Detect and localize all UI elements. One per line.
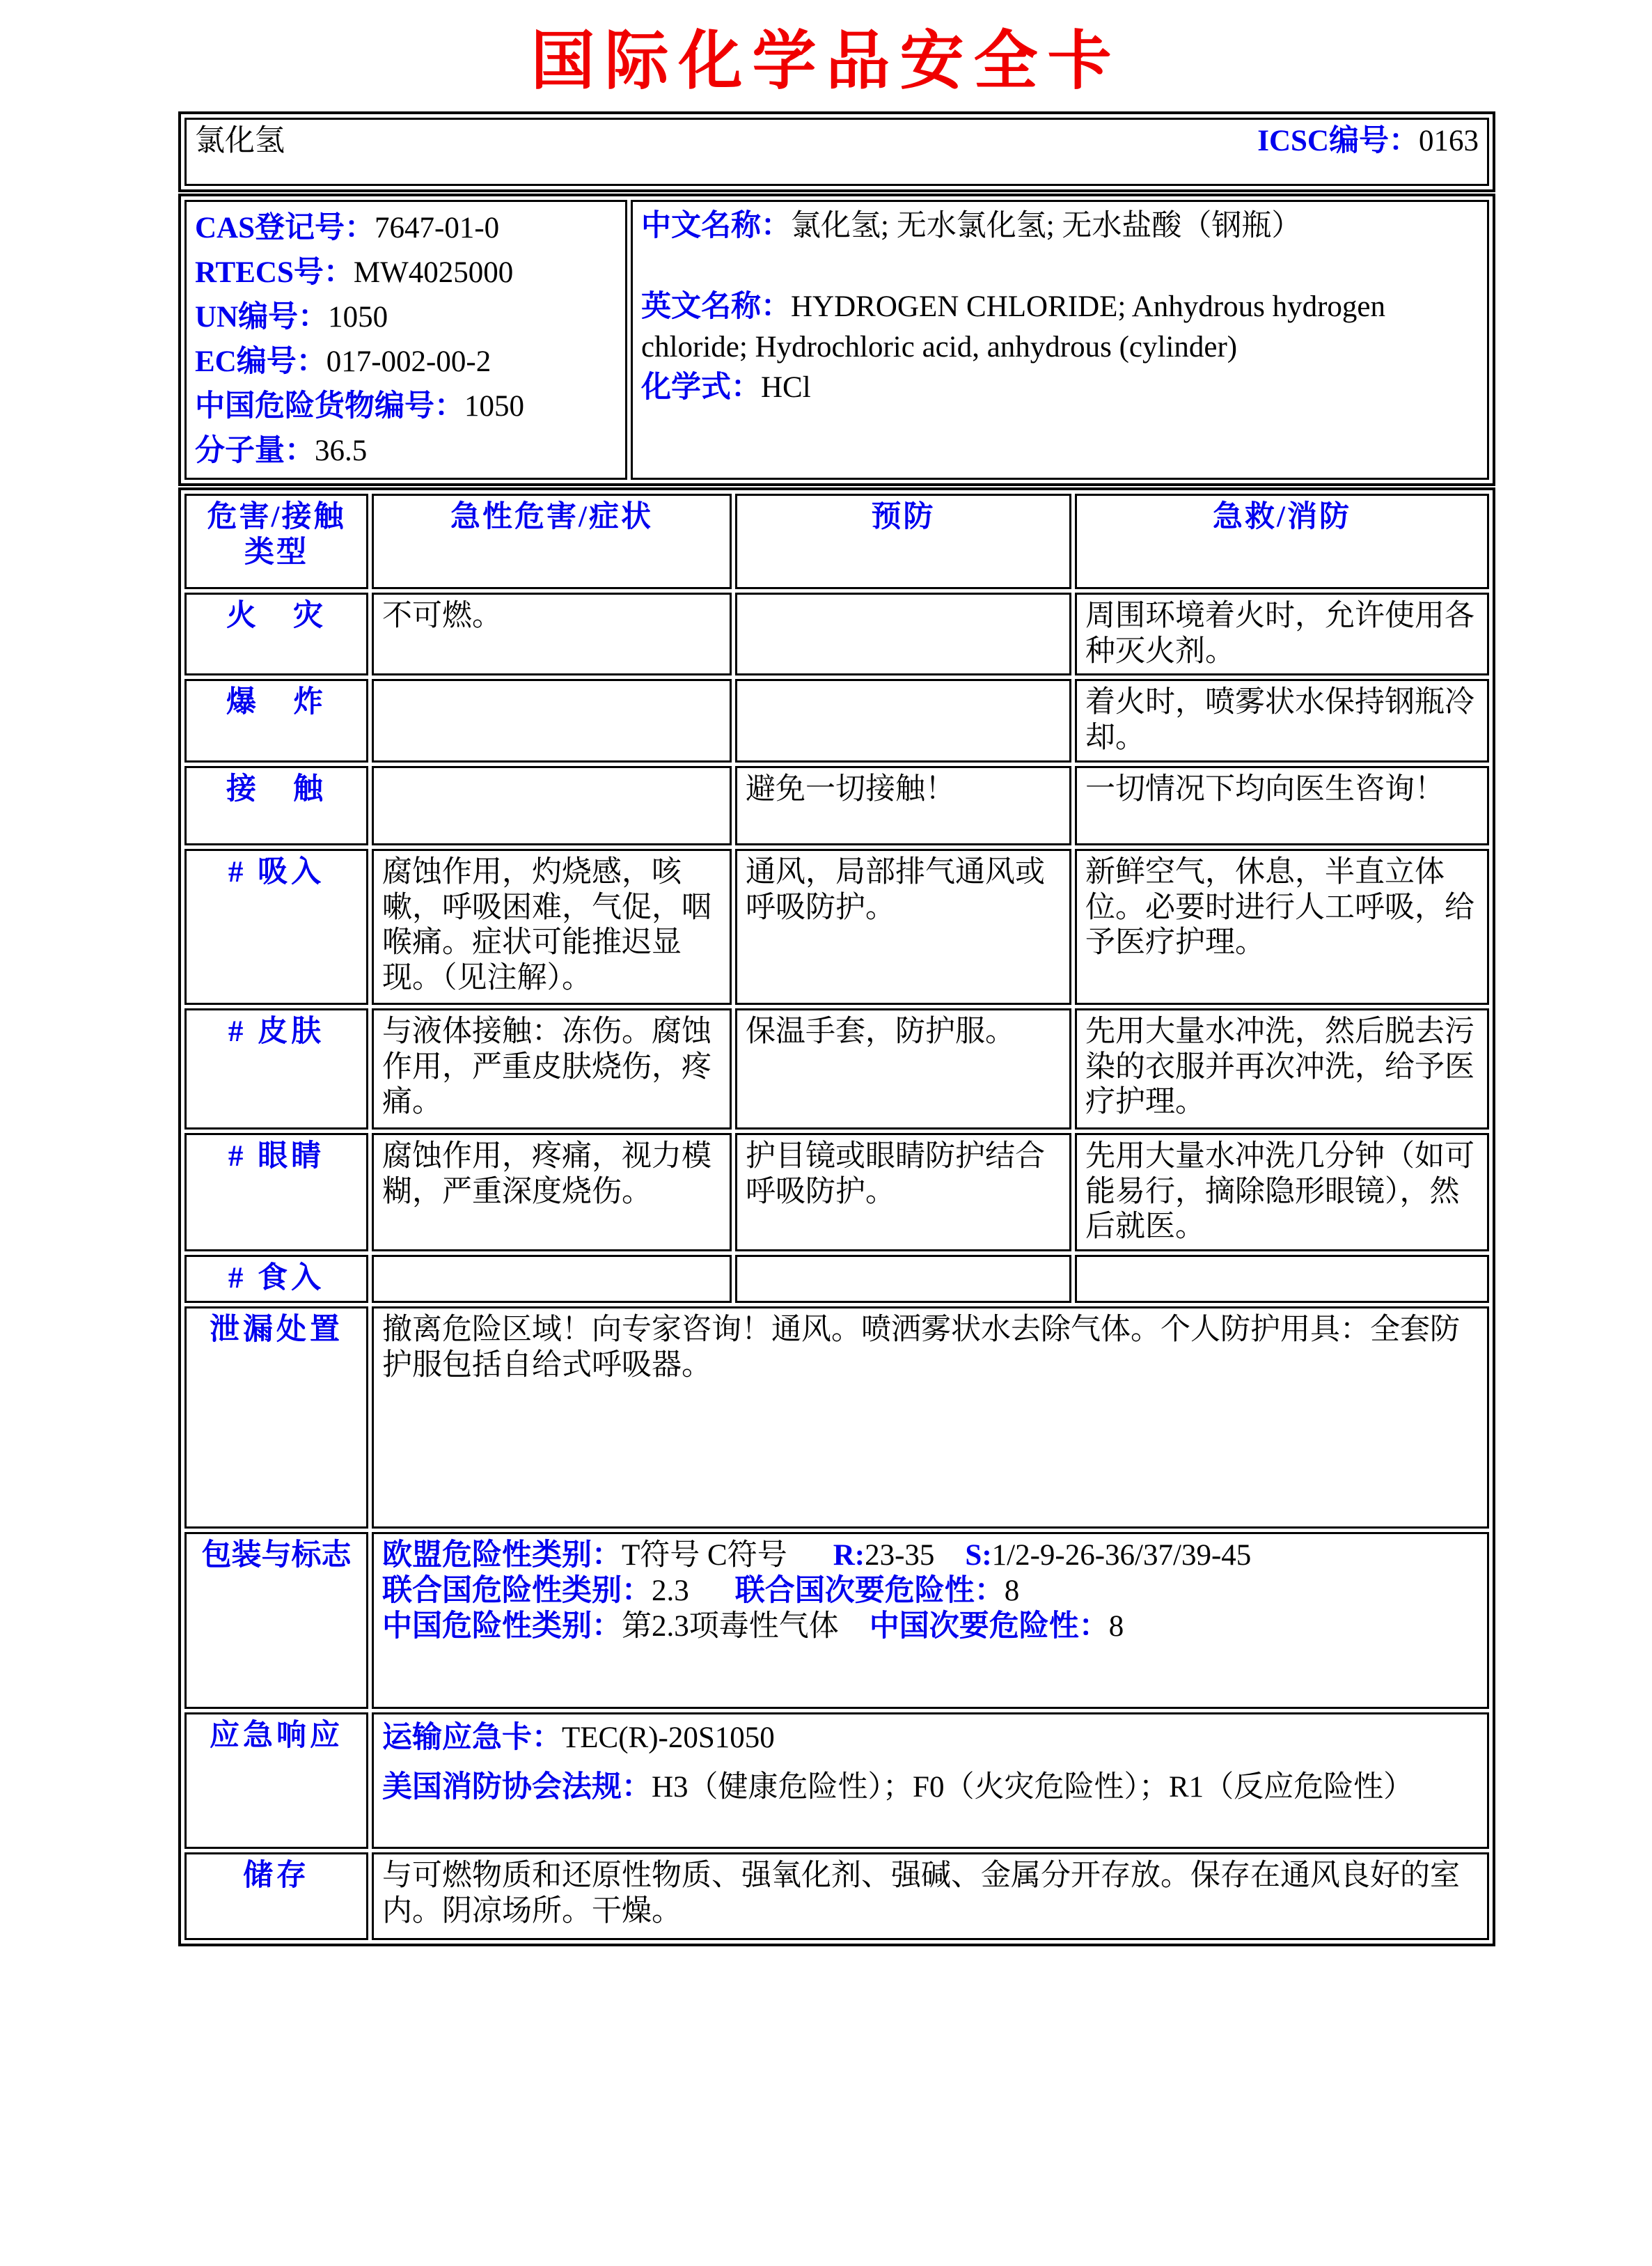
row-label-packaging: 包装与标志 <box>184 1532 368 1709</box>
row-label-ingestion: # 食入 <box>184 1255 368 1303</box>
en-name-value: HYDROGEN CHLORIDE; Anhydrous hydrogen chloride; Hydrochloric acid, anhydrous (cylinder) <box>641 290 1385 364</box>
chemical-name: 氯化氢 <box>195 125 285 157</box>
cell-contact-symptoms <box>372 766 732 845</box>
emergency-nfpa-line <box>382 1768 1479 1808</box>
id-line-ec <box>195 340 617 384</box>
rtecs-label: RTECS号： <box>195 256 354 289</box>
col-header-firstaid: 急救/消防 <box>1075 494 1489 589</box>
eu-class-value: T符号 C符号 <box>622 1539 787 1572</box>
hazard-row-fire <box>184 593 1489 675</box>
row-label-eyes: # 眼睛 <box>184 1133 368 1251</box>
un-sub-value: 8 <box>1004 1574 1020 1607</box>
cell-ingestion-symptoms <box>372 1255 732 1303</box>
hazard-row-explosion <box>184 679 1489 762</box>
cas-value: 7647-01-0 <box>375 212 500 244</box>
row-label-explosion: 爆 炸 <box>184 679 368 762</box>
row-label-storage: 储存 <box>184 1852 368 1940</box>
molweight-value: 36.5 <box>315 435 368 467</box>
hazard-row-ingestion <box>184 1255 1489 1303</box>
cell-ingestion-prevention <box>735 1255 1071 1303</box>
ec-value: 017-002-00-2 <box>326 345 491 378</box>
cell-contact-firstaid: 一切情况下均向医生咨询！ <box>1075 766 1489 845</box>
cell-skin-symptoms: 与液体接触：冻伤。腐蚀作用，严重皮肤烧伤，疼痛。 <box>372 1008 732 1130</box>
en-name-label: 英文名称： <box>641 290 791 323</box>
identifiers-cell <box>184 200 627 480</box>
cell-emergency <box>372 1712 1489 1849</box>
name-header-table <box>178 111 1495 192</box>
cn-class-label: 中国危险性类别： <box>382 1609 622 1643</box>
id-line-china-dg <box>195 384 617 429</box>
un-class-value: 2.3 <box>652 1574 689 1607</box>
r-phrase-label: R: <box>833 1539 865 1572</box>
packaging-eu-line <box>382 1538 1479 1574</box>
r-phrase-value: 23-35 <box>865 1539 935 1572</box>
nfpa-label: 美国消防协会法规： <box>382 1770 652 1804</box>
cn-name-line <box>641 206 1479 247</box>
eu-class-label: 欧盟危险性类别： <box>382 1539 622 1572</box>
id-line-rtecs <box>195 251 617 295</box>
icsc-number-group <box>1257 124 1479 159</box>
china-dg-label: 中国危险货物编号： <box>195 390 464 423</box>
formula-label: 化学式： <box>641 371 761 404</box>
col-header-hazard-type <box>184 494 368 589</box>
col-header-prevention: 预防 <box>735 494 1071 589</box>
china-dg-value: 1050 <box>464 390 524 423</box>
col-header-hazard-type-line2: 类型 <box>244 536 308 569</box>
cell-explosion-prevention <box>735 679 1071 762</box>
names-cell <box>631 200 1489 480</box>
tec-value: TEC(R)-20S1050 <box>562 1721 775 1755</box>
nfpa-value: H3（健康危险性）；F0（火灾危险性）；R1（反应危险性） <box>652 1770 1414 1804</box>
id-line-molweight <box>195 429 617 474</box>
formula-value: HCl <box>761 371 811 404</box>
un-class-label: 联合国危险性类别： <box>382 1574 652 1607</box>
molweight-label: 分子量： <box>195 435 315 467</box>
emergency-tec-line <box>382 1719 1479 1758</box>
cell-skin-firstaid: 先用大量水冲洗，然后脱去污染的衣服并再次冲洗，给予医疗护理。 <box>1075 1008 1489 1130</box>
cell-eyes-firstaid: 先用大量水冲洗几分钟（如可能易行，摘除隐形眼镜），然后就医。 <box>1075 1133 1489 1251</box>
hazard-row-inhalation <box>184 849 1489 1005</box>
identity-table <box>178 194 1495 486</box>
hazard-header-row <box>184 494 1489 589</box>
cell-ingestion-firstaid <box>1075 1255 1489 1303</box>
cell-inhalation-symptoms: 腐蚀作用，灼烧感，咳嗽，呼吸困难，气促，咽喉痛。症状可能推迟显现。（见注解）。 <box>372 849 732 1005</box>
cn-name-value: 氯化氢; 无水氯化氢; 无水盐酸（钢瓶） <box>791 210 1302 242</box>
un-sub-label: 联合国次要危险性： <box>734 1574 1005 1607</box>
packaging-row <box>184 1532 1489 1709</box>
cell-packaging <box>372 1532 1489 1709</box>
hazard-table <box>178 487 1495 1946</box>
cell-fire-prevention <box>735 593 1071 675</box>
row-label-inhalation: # 吸入 <box>184 849 368 1005</box>
cell-fire-firstaid: 周围环境着火时，允许使用各种灭火剂。 <box>1075 593 1489 675</box>
cn-sub-value: 8 <box>1108 1609 1124 1643</box>
col-header-symptoms: 急性危害/症状 <box>372 494 732 589</box>
cell-explosion-symptoms <box>372 679 732 762</box>
cell-contact-prevention: 避免一切接触！ <box>735 766 1071 845</box>
packaging-un-line <box>382 1574 1479 1609</box>
name-header-row <box>184 118 1489 186</box>
storage-row <box>184 1852 1489 1940</box>
en-name-line <box>641 287 1479 368</box>
row-label-fire: 火 灾 <box>184 593 368 675</box>
cn-class-value: 第2.3项毒性气体 <box>622 1609 839 1643</box>
cas-label: CAS登记号： <box>195 212 375 244</box>
un-value: 1050 <box>328 301 388 334</box>
cn-sub-label: 中国次要危险性： <box>869 1609 1109 1643</box>
icsc-number: 0163 <box>1419 125 1479 157</box>
col-header-hazard-type-line1: 危害/接触 <box>207 501 346 533</box>
s-phrase-label: S: <box>965 1539 992 1572</box>
cell-eyes-prevention: 护目镜或眼睛防护结合呼吸防护。 <box>735 1133 1071 1251</box>
packaging-cn-line <box>382 1609 1479 1645</box>
row-label-spill: 泄漏处置 <box>184 1306 368 1529</box>
emergency-row <box>184 1712 1489 1849</box>
cell-inhalation-prevention: 通风，局部排气通风或呼吸防护。 <box>735 849 1071 1005</box>
cell-fire-symptoms: 不可燃。 <box>372 593 732 675</box>
spill-row <box>184 1306 1489 1529</box>
row-label-emergency: 应急响应 <box>184 1712 368 1849</box>
rtecs-value: MW4025000 <box>353 256 514 289</box>
names-spacer <box>641 247 1479 287</box>
cell-spill-text: 撤离危险区域！向专家咨询！通风。喷洒雾状水去除气体。个人防护用具：全套防护服包括自给式呼吸器。 <box>372 1306 1489 1529</box>
hazard-row-contact <box>184 766 1489 845</box>
safety-card-sheet <box>178 111 1495 1946</box>
cell-inhalation-firstaid: 新鲜空气，休息，半直立体位。必要时进行人工呼吸，给予医疗护理。 <box>1075 849 1489 1005</box>
cn-name-label: 中文名称： <box>641 210 791 242</box>
id-line-cas <box>195 206 617 251</box>
icsc-label: ICSC编号： <box>1257 125 1419 157</box>
s-phrase-value: 1/2-9-26-36/37/39-45 <box>991 1539 1252 1572</box>
hazard-row-skin <box>184 1008 1489 1130</box>
page-title: 国际化学品安全卡 <box>530 26 1122 97</box>
hazard-row-eyes <box>184 1133 1489 1251</box>
cell-eyes-symptoms: 腐蚀作用，疼痛，视力模糊，严重深度烧伤。 <box>372 1133 732 1251</box>
row-label-contact: 接 触 <box>184 766 368 845</box>
row-label-skin: # 皮肤 <box>184 1008 368 1130</box>
cell-skin-prevention: 保温手套，防护服。 <box>735 1008 1071 1130</box>
cell-storage-text: 与可燃物质和还原性物质、强氧化剂、强碱、金属分开存放。保存在通风良好的室内。阴凉场所。干燥。 <box>372 1852 1489 1940</box>
cell-explosion-firstaid: 着火时，喷雾状水保持钢瓶冷却。 <box>1075 679 1489 762</box>
tec-label: 运输应急卡： <box>382 1721 562 1755</box>
name-header-cell <box>184 118 1489 186</box>
ec-label: EC编号： <box>195 345 327 378</box>
identity-row <box>184 200 1489 480</box>
id-line-un <box>195 295 617 340</box>
un-label: UN编号： <box>195 301 329 334</box>
formula-line <box>641 368 1479 408</box>
